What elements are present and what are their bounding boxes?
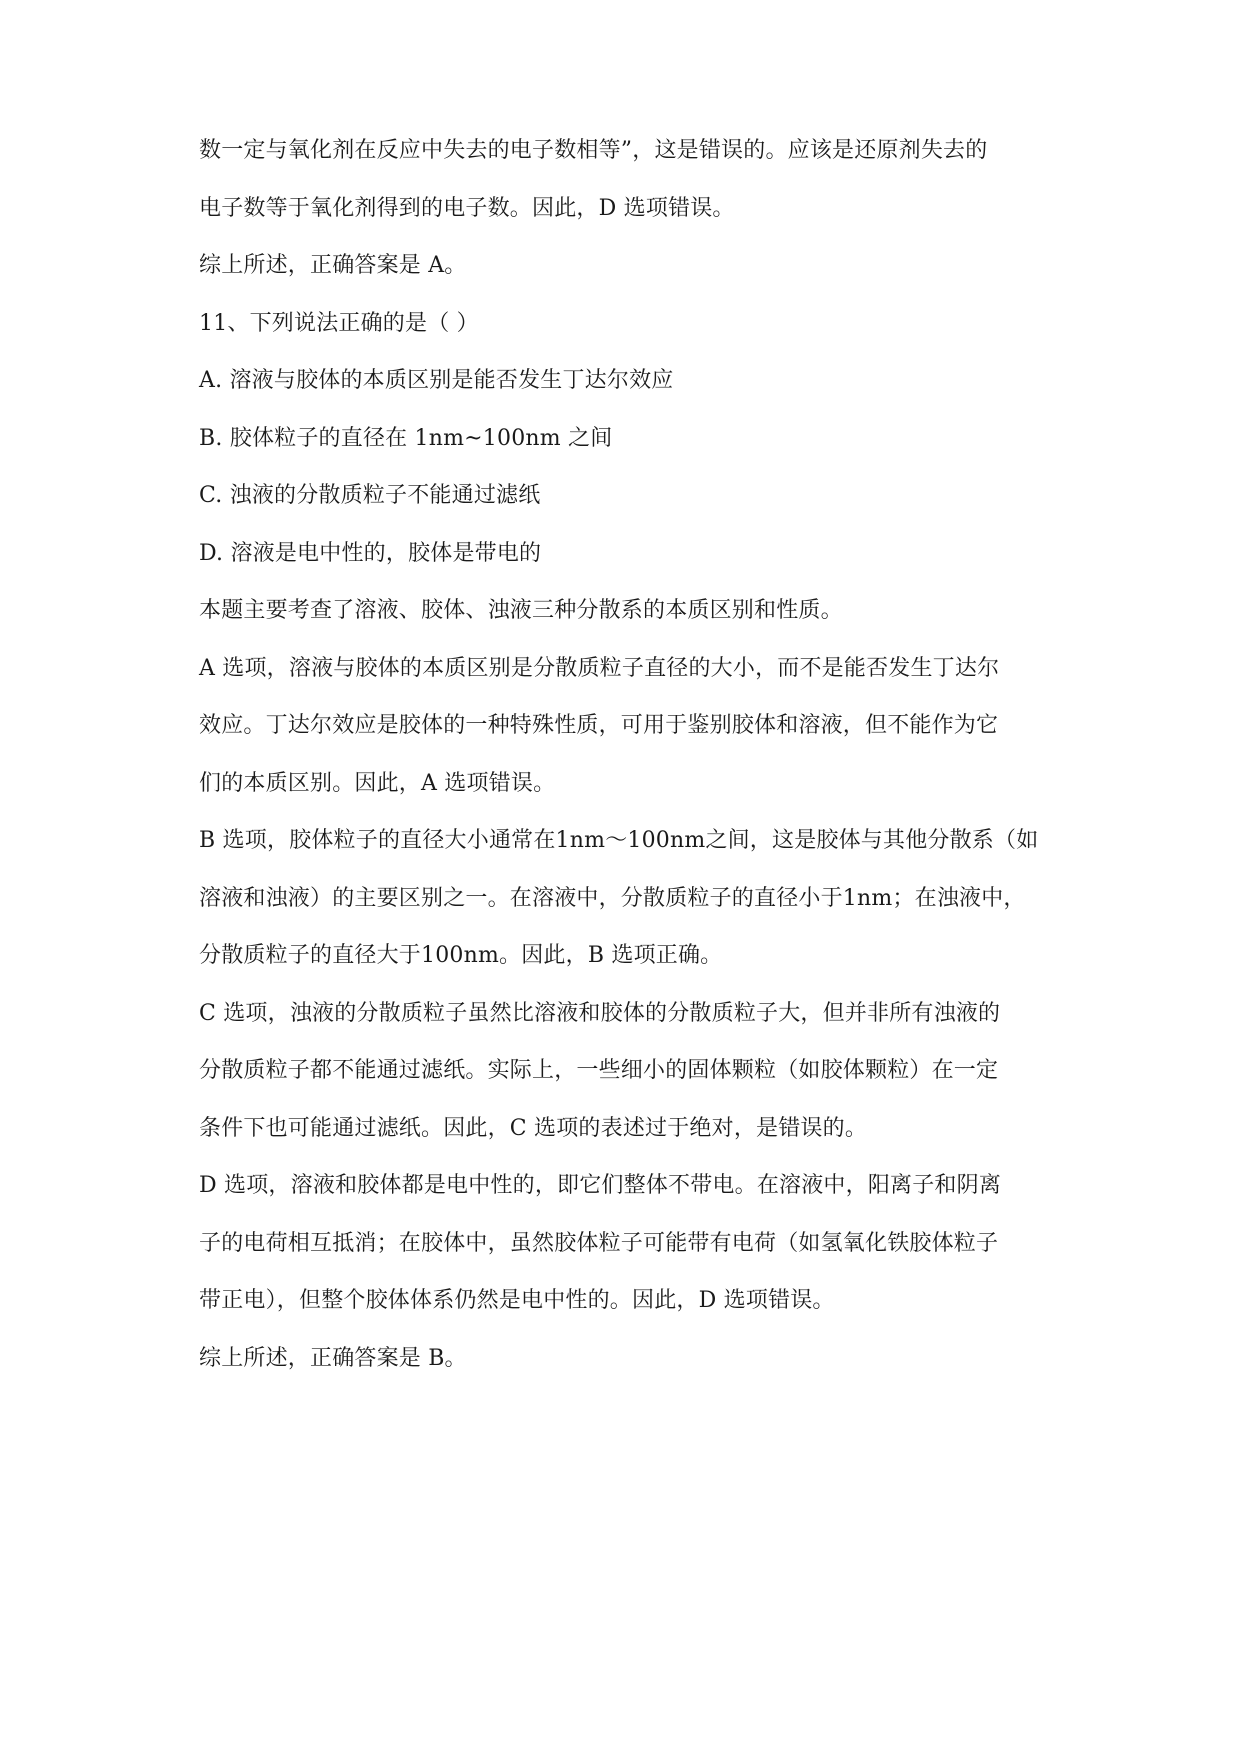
option-c: C. 浊液的分散质粒子不能通过滤纸 bbox=[199, 483, 541, 508]
question-title: 11、下列说法正确的是（ ） bbox=[199, 311, 479, 336]
text-line: 综上所述，正确答案是 B。 bbox=[199, 1346, 467, 1371]
text-line: C 选项，浊液的分散质粒子虽然比溶液和胶体的分散质粒子大，但并非所有浊液的 bbox=[199, 1001, 1001, 1026]
option-b: B. 胶体粒子的直径在 1nm~100nm 之间 bbox=[199, 426, 613, 451]
text-line: 子的电荷相互抵消；在胶体中，虽然胶体粒子可能带有电荷（如氢氧化铁胶体粒子 bbox=[199, 1231, 999, 1256]
text-line: 条件下也可能通过滤纸。因此，C 选项的表述过于绝对，是错误的。 bbox=[199, 1116, 868, 1141]
text-line: B 选项，胶体粒子的直径大小通常在1nm～100nm之间，这是胶体与其他分散系（如 bbox=[199, 828, 1039, 853]
text-line: A 选项，溶液与胶体的本质区别是分散质粒子直径的大小，而不是能否发生丁达尔 bbox=[199, 656, 1000, 681]
text-line: 分散质粒子都不能通过滤纸。实际上，一些细小的固体颗粒（如胶体颗粒）在一定 bbox=[199, 1058, 999, 1083]
text-line: 本题主要考查了溶液、胶体、浊液三种分散系的本质区别和性质。 bbox=[199, 598, 843, 623]
text-line: 们的本质区别。因此，A 选项错误。 bbox=[199, 771, 556, 796]
text-line: 效应。丁达尔效应是胶体的一种特殊性质，可用于鉴别胶体和溶液，但不能作为它 bbox=[199, 713, 999, 738]
text-line: D 选项，溶液和胶体都是电中性的，即它们整体不带电。在溶液中，阳离子和阴离 bbox=[199, 1173, 1002, 1198]
text-line: 溶液和浊液）的主要区别之一。在溶液中，分散质粒子的直径小于1nm；在浊液中， bbox=[199, 886, 1026, 911]
text-line: 电子数等于氧化剂得到的电子数。因此，D 选项错误。 bbox=[199, 196, 735, 221]
text-line: 分散质粒子的直径大于100nm。因此，B 选项正确。 bbox=[199, 943, 723, 968]
option-d: D. 溶液是电中性的，胶体是带电的 bbox=[199, 541, 542, 566]
text-line: 综上所述，正确答案是 A。 bbox=[199, 253, 467, 278]
text-line: 数一定与氧化剂在反应中失去的电子数相等”，这是错误的。应该是还原剂失去的 bbox=[199, 138, 988, 163]
text-line: 带正电），但整个胶体体系仍然是电中性的。因此，D 选项错误。 bbox=[199, 1288, 835, 1313]
option-a: A. 溶液与胶体的本质区别是能否发生丁达尔效应 bbox=[199, 368, 674, 393]
